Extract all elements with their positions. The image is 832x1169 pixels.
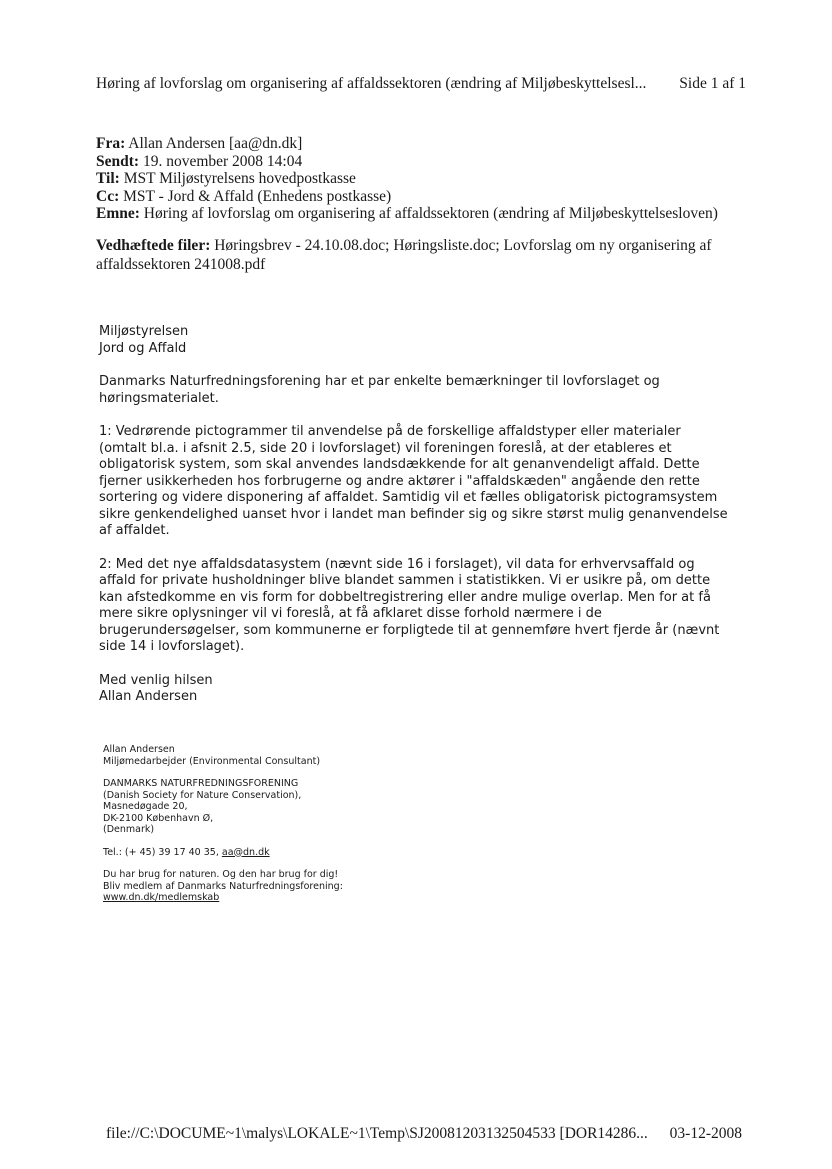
recipient-line-1: Miljøstyrelsen — [99, 324, 189, 339]
paragraph-2-line-3: kan afstedkomme en vis form for dobbeltregistrering eller andre mulige overlap. Men for at få — [99, 589, 711, 605]
print-header — [96, 75, 746, 93]
signature-address — [103, 778, 423, 836]
signature-street: Masnedøgade 20, — [103, 801, 188, 812]
to-value: MST Miljøstyrelsens hovedpostkasse — [123, 170, 356, 187]
signature-slogan-2: Bliv medlem af Danmarks Naturfredningsforening: — [103, 880, 343, 892]
signature-country: (Denmark) — [103, 824, 155, 835]
intro-line-2: høringsmaterialet. — [99, 390, 219, 406]
attachments-line-1 — [96, 236, 756, 255]
sent-label: Sendt: — [96, 152, 140, 170]
print-header-title: Høring af lovforslag om organisering af affaldssektoren (ændring af Miljøbeskyttelsesl... — [96, 75, 647, 92]
cc-row — [96, 188, 776, 206]
signature-slogan — [103, 869, 423, 904]
subject-label: Emne: — [96, 205, 140, 222]
from-row — [96, 135, 776, 153]
signature-tel: Tel.: (+ 45) 39 17 40 35, — [103, 846, 222, 858]
paragraph-1-line-4: fjerner usikkerheden hos forbrugerne og andre aktører i "affaldskæden" angående den rette — [99, 473, 700, 489]
paragraph-1-line-5: sortering og videre disponering af affaldet. Samtidig vil et fælles obligatorisk pictogramsystem — [99, 490, 718, 505]
paragraph-1-line-7: af affaldet. — [99, 523, 170, 538]
subject-row — [96, 205, 776, 223]
message-body — [99, 324, 739, 706]
cc-value: MST - Jord & Affald (Enhedens postkasse) — [123, 187, 392, 205]
from-label: Fra: — [96, 135, 126, 152]
sent-row — [96, 153, 776, 171]
print-footer — [106, 1125, 742, 1143]
subject-value: Høring af lovforslag om organisering af affaldssektoren (ændring af Miljøbeskyttelsesloven) — [143, 205, 718, 222]
attachments-line-2: affaldssektoren 241008.pdf — [96, 256, 266, 273]
email-header — [96, 135, 776, 223]
signature-person — [103, 744, 423, 767]
membership-link[interactable]: www.dn.dk/medlemskab — [103, 892, 220, 903]
signature-contact — [103, 847, 423, 859]
closing-line-2: Allan Andersen — [99, 689, 198, 704]
intro-line-1: Danmarks Naturfredningsforening har et par enkelte bemærkninger til lovforslaget og — [99, 374, 660, 389]
paragraph-1-line-2: (omtalt bl.a. i afsnit 2.5, side 20 i lovforslaget) vil foreningen foreslå, at der etableres et — [99, 440, 672, 456]
paragraph-2-line-2: affald for private husholdninger blive blandet sammen i statistikken. Vi er usikre på, om dette — [99, 573, 711, 588]
to-row — [96, 170, 776, 188]
paragraph-2-line-4: mere sikre oplysninger vil vi foreslå, at få afklaret disse forhold nærmere i de — [99, 606, 602, 621]
signature-role: Miljømedarbejder (Environmental Consultant) — [103, 755, 321, 767]
signature-name: Allan Andersen — [103, 744, 175, 755]
page-number: Side 1 af 1 — [679, 75, 746, 92]
from-value: Allan Andersen [aa@dn.dk] — [128, 135, 303, 152]
attachments — [96, 236, 756, 274]
signature-slogan-1: Du har brug for naturen. Og den har brug for dig! — [103, 869, 339, 880]
signature-org: DANMARKS NATURFREDNINGSFORENING — [103, 778, 299, 789]
to-label: Til: — [96, 170, 120, 187]
signature-email-link[interactable]: aa@dn.dk — [221, 846, 270, 858]
attachments-list: Høringsbrev - 24.10.08.doc; Høringsliste.doc; Lovforslag om ny organisering af — [214, 237, 712, 254]
recipient-line-2: Jord og Affald — [99, 340, 187, 356]
print-date: 03-12-2008 — [669, 1125, 742, 1142]
paragraph-1-line-6: sikre genkendelighed uanset hvor i landet man befinder sig og sikre størst mulig genanvendelse — [99, 506, 728, 522]
sent-value: 19. november 2008 14:04 — [142, 152, 303, 170]
paragraph-2-line-1: 2: Med det nye affaldsdatasystem (nævnt side 16 i forslaget), vil data for erhvervsaffald og — [99, 556, 695, 572]
signature-org-en: (Danish Society for Nature Conservation), — [103, 789, 302, 801]
signature-city: DK-2100 København Ø, — [103, 812, 214, 824]
paragraph-2-line-5: brugerundersøgelser, som kommunerne er forpligtede til at gennemføre hvert fjerde år (nævnt — [99, 622, 720, 638]
paragraph-2-line-6: side 14 i lovforslaget). — [99, 639, 245, 654]
attachments-label: Vedhæftede filer: — [96, 237, 211, 254]
file-path: file://C:\DOCUME~1\malys\LOKALE~1\Temp\SJ20081203132504533 [DOR14286... — [106, 1125, 648, 1142]
signature — [103, 744, 423, 915]
paragraph-1-line-1: 1: Vedrørende pictogrammer til anvendelse på de forskellige affaldstyper eller materialer — [99, 424, 681, 439]
paragraph-1-line-3: obligatorisk system, som skal anvendes landsdækkende for alt genanvendeligt affald. Dette — [99, 457, 700, 472]
cc-label: Cc: — [96, 187, 120, 205]
closing-line-1: Med venlig hilsen — [99, 672, 213, 688]
